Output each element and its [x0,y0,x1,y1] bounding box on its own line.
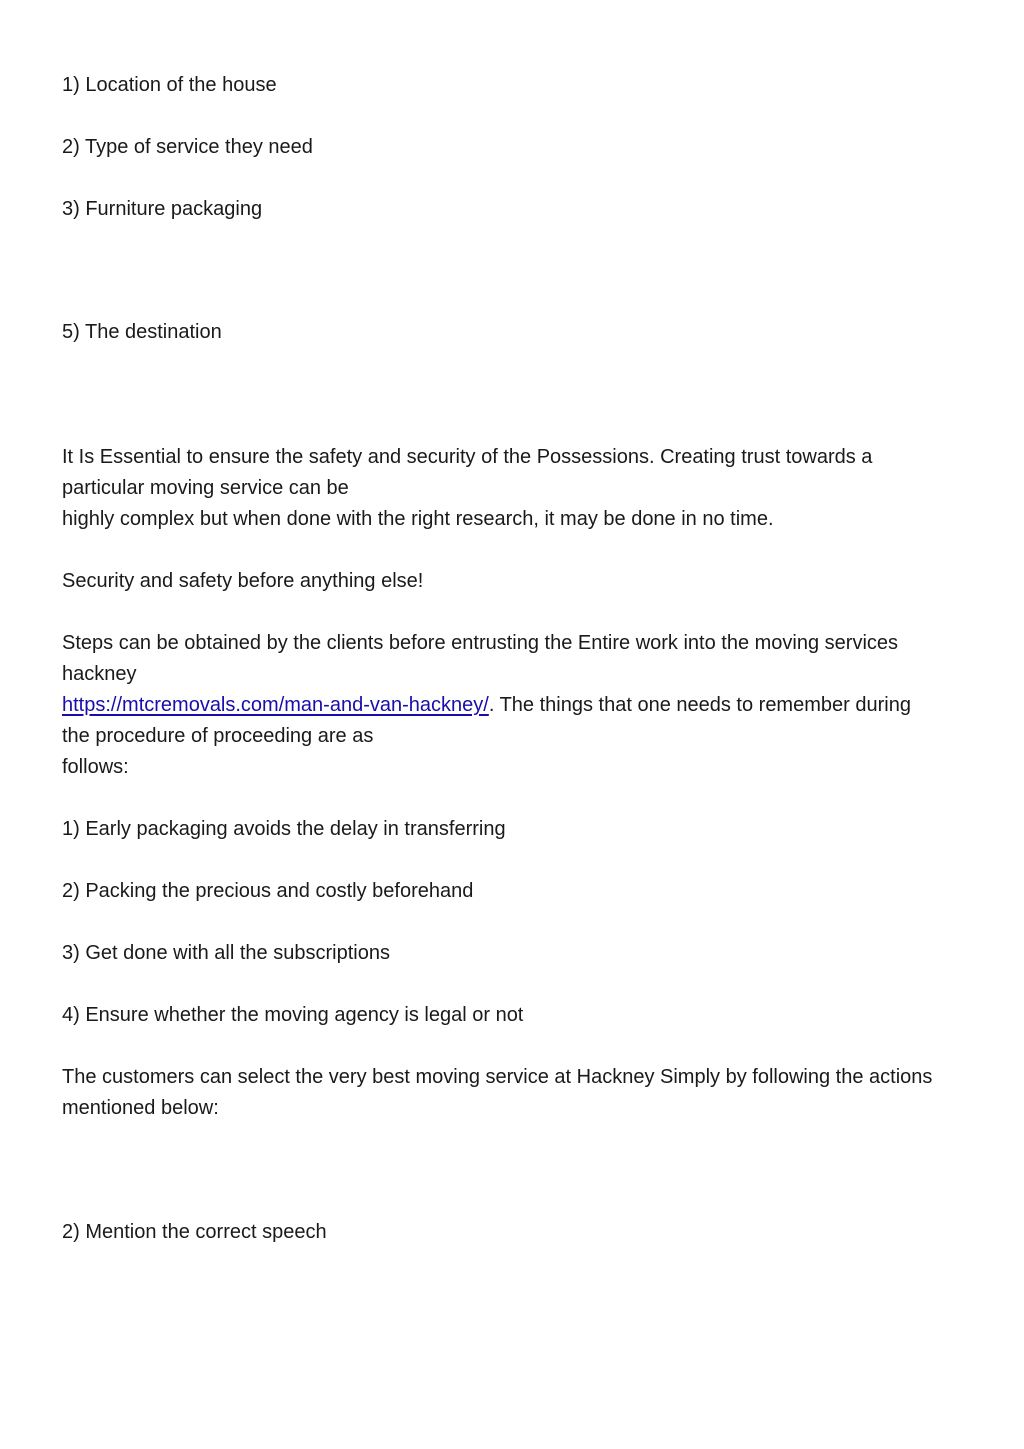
paragraph-steps-line: Steps can be obtained by the clients before entrusting the Entire work into the moving services [62,632,899,654]
list-item-packing-precious: 2) Packing the precious and costly beforehand [62,880,474,902]
hackney-removals-link[interactable]: https://mtcremovals.com/man-and-van-hackney/ [62,694,489,716]
list-item-destination: 5) The destination [62,321,222,343]
list-item-subscriptions: 3) Get done with all the subscriptions [62,942,390,964]
paragraph-steps-line: hackney [62,663,137,685]
paragraph-safety-line: highly complex but when done with the right research, it may be done in no time. [62,508,774,530]
paragraph-steps-line: the procedure of proceeding are as [62,725,374,747]
security-heading: Security and safety before anything else! [62,570,424,592]
paragraph-steps-line: follows: [62,756,129,778]
paragraph-steps-text: . The things that one needs to remember during [488,694,911,716]
list-item-location: 1) Location of the house [62,74,277,96]
list-item-correct-speech: 2) Mention the correct speech [62,1221,327,1243]
list-item-early-packaging: 1) Early packaging avoids the delay in transferring [62,818,506,840]
paragraph-steps-line [62,690,911,721]
list-item-legal-check: 4) Ensure whether the moving agency is legal or not [62,1004,524,1026]
paragraph-safety-line: It Is Essential to ensure the safety and security of the Possessions. Creating trust towards a [62,446,873,468]
list-item-service-type: 2) Type of service they need [62,136,313,158]
paragraph-customers-line: The customers can select the very best moving service at Hackney Simply by following the actions [62,1066,933,1088]
paragraph-customers-line: mentioned below: [62,1097,219,1119]
paragraph-safety-line: particular moving service can be [62,477,349,499]
list-item-furniture-packaging: 3) Furniture packaging [62,198,263,220]
